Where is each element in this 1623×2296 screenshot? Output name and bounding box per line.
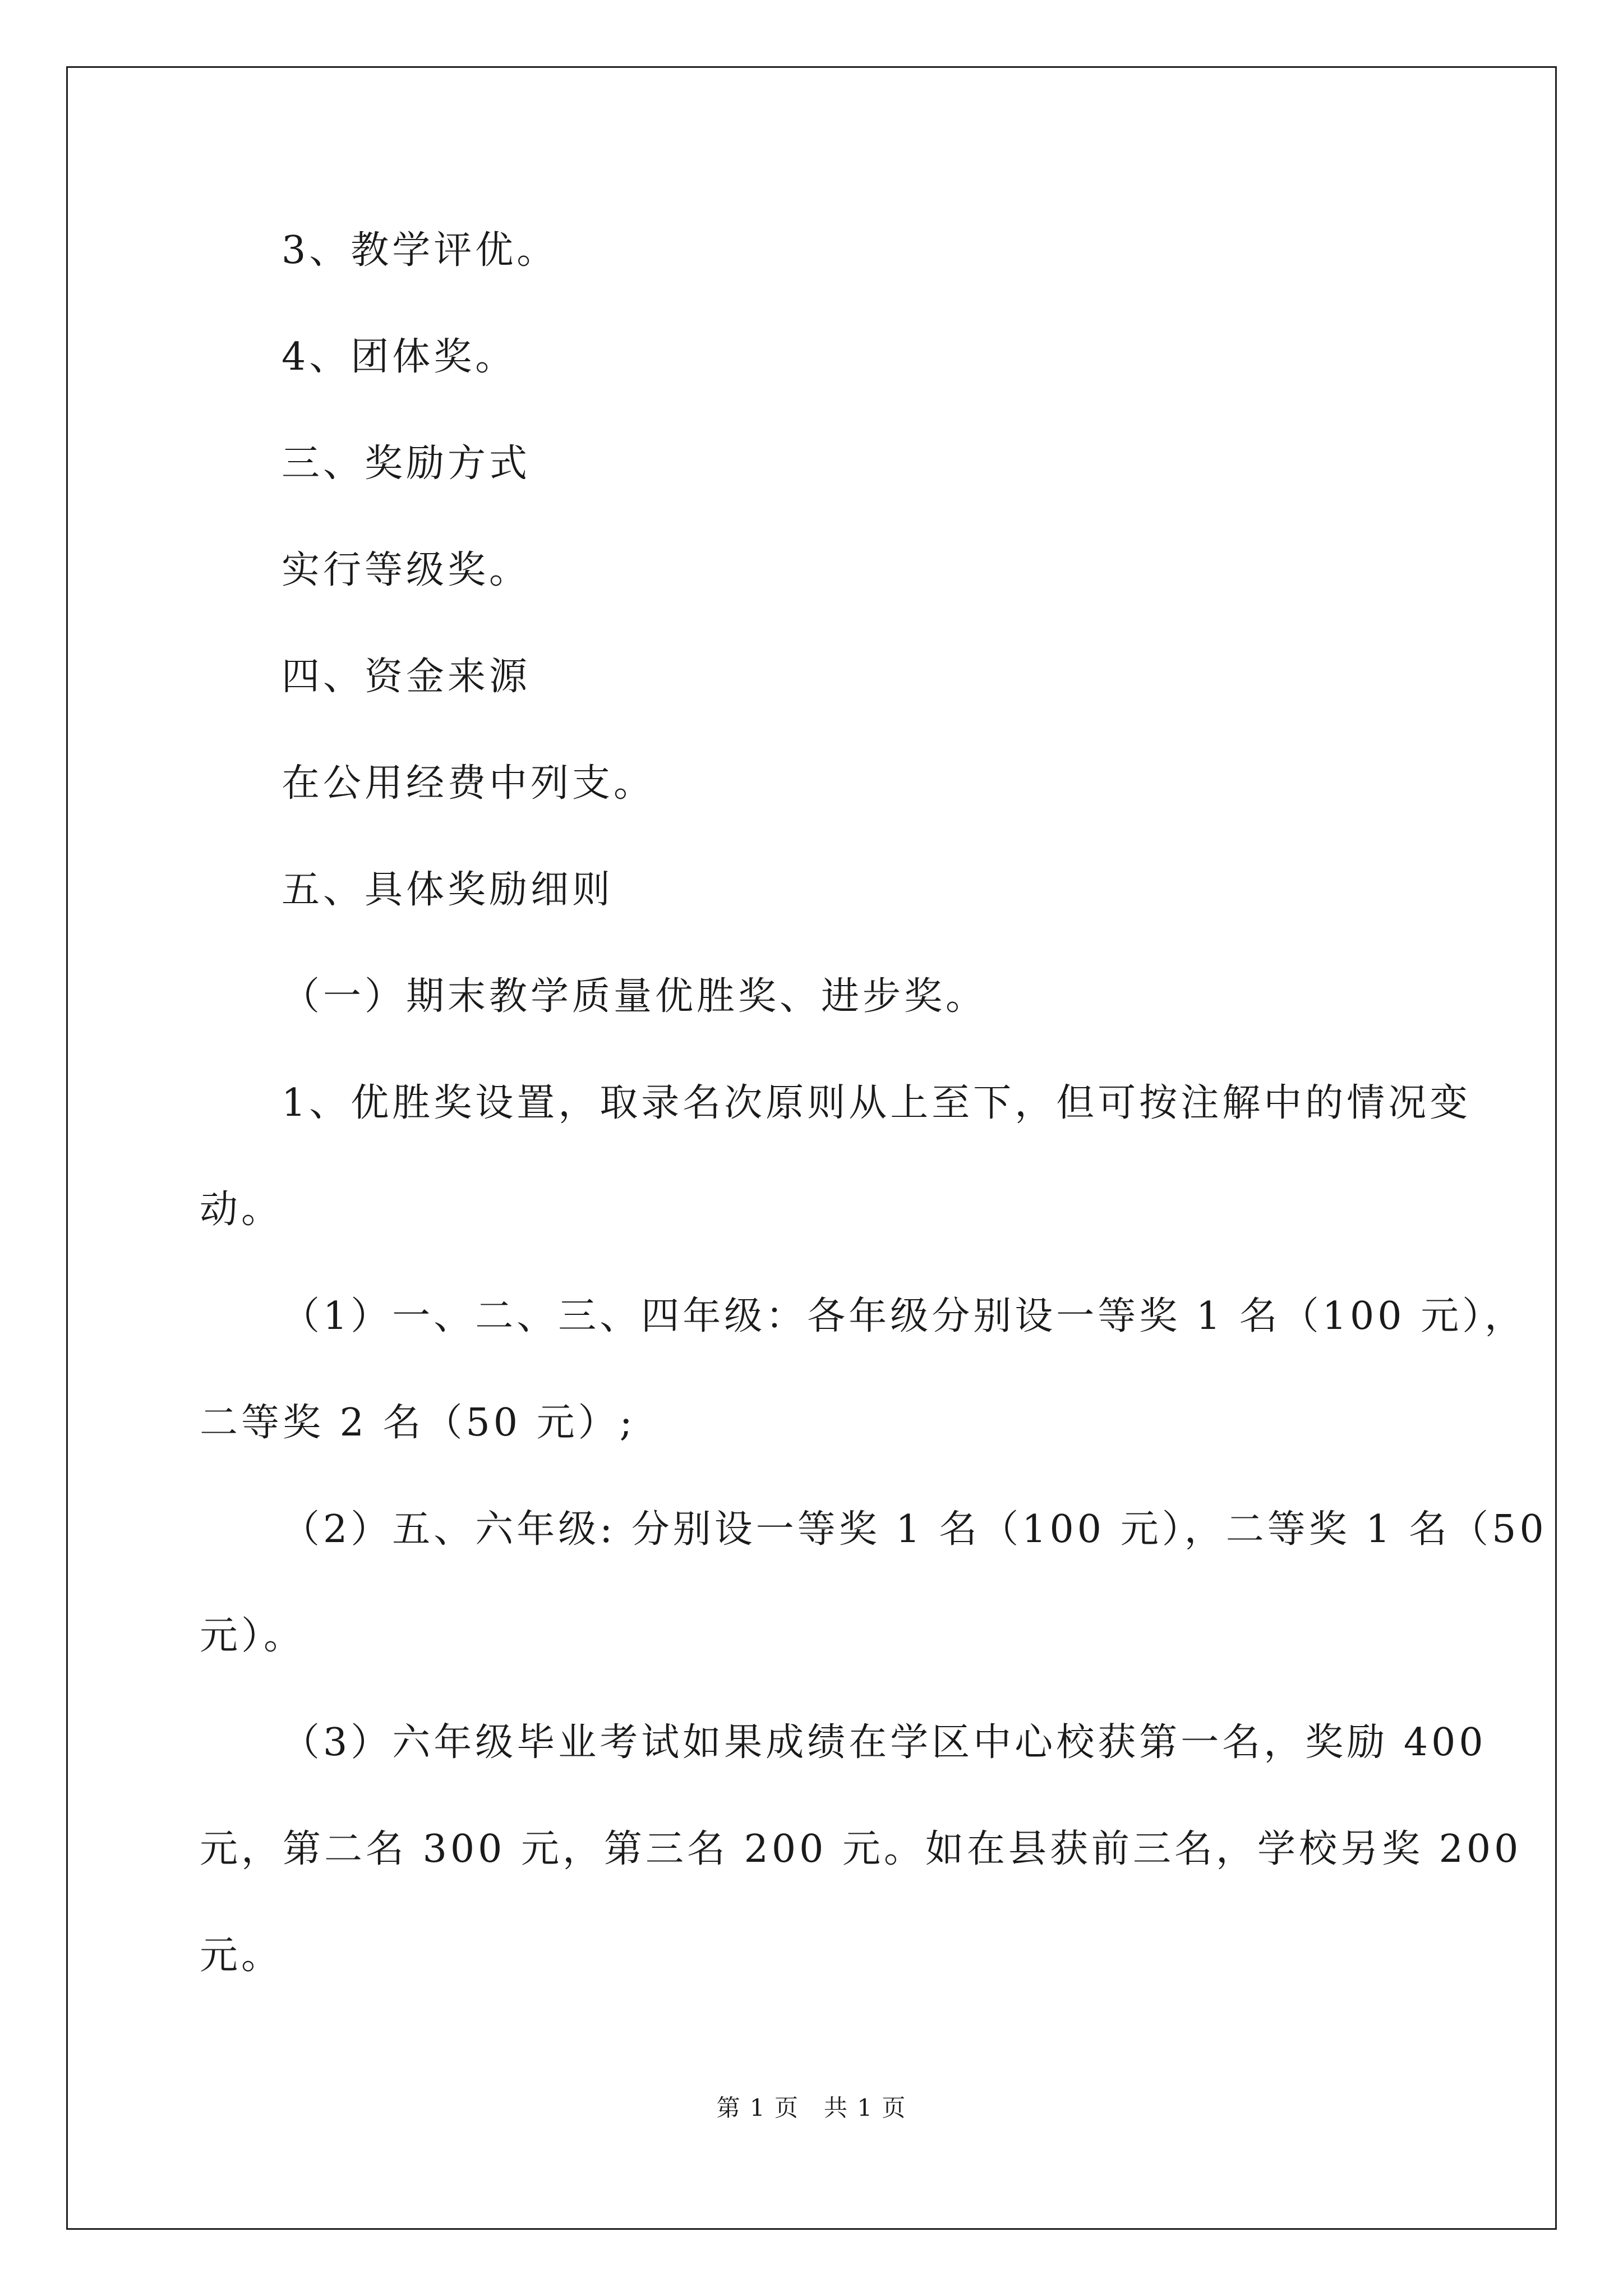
subsection-heading-term-quality-award: （一）期末教学质量优胜奖、进步奖。: [282, 974, 988, 1019]
section-heading-reward-method: 三、奖励方式: [282, 441, 531, 486]
paragraph-grades-1-4-cont: 二等奖 2 名（50 元）;: [200, 1401, 636, 1445]
paragraph-grades-5-6-cont: 元）。: [200, 1614, 306, 1658]
section-heading-detailed-rules: 五、具体奖励细则: [282, 868, 614, 912]
paragraph-winner-award-setting-cont: 动。: [200, 1188, 283, 1232]
list-item-team-award: 4、团体奖。: [282, 335, 517, 379]
list-item-teaching-evaluation: 3、教学评优。: [282, 228, 559, 273]
paragraph-funding-source: 在公用经费中列支。: [282, 761, 656, 806]
paragraph-graduation-exam-end: 元。: [200, 1934, 283, 1978]
paragraph-graduation-exam: （3）六年级毕业考试如果成绩在学区中心校获第一名，奖励 400: [282, 1720, 1487, 1765]
paragraph-reward-method: 实行等级奖。: [282, 548, 531, 592]
paragraph-graduation-exam-cont: 元，第二名 300 元，第三名 200 元。如在县获前三名，学校另奖 200: [200, 1827, 1522, 1871]
section-heading-funding-source: 四、资金来源: [282, 655, 531, 699]
page-number-footer: 第 1 页 共 1 页: [716, 2094, 907, 2122]
paragraph-winner-award-setting: 1、优胜奖设置，取录名次原则从上至下，但可按注解中的情况变: [282, 1081, 1472, 1125]
paragraph-grades-1-4: （1）一、二、三、四年级：各年级分别设一等奖 1 名（100 元），: [282, 1294, 1527, 1338]
page-border: [66, 66, 1557, 2230]
paragraph-grades-5-6: （2）五、六年级: 分别设一等奖 1 名（100 元），二等奖 1 名（50: [282, 1507, 1547, 1552]
